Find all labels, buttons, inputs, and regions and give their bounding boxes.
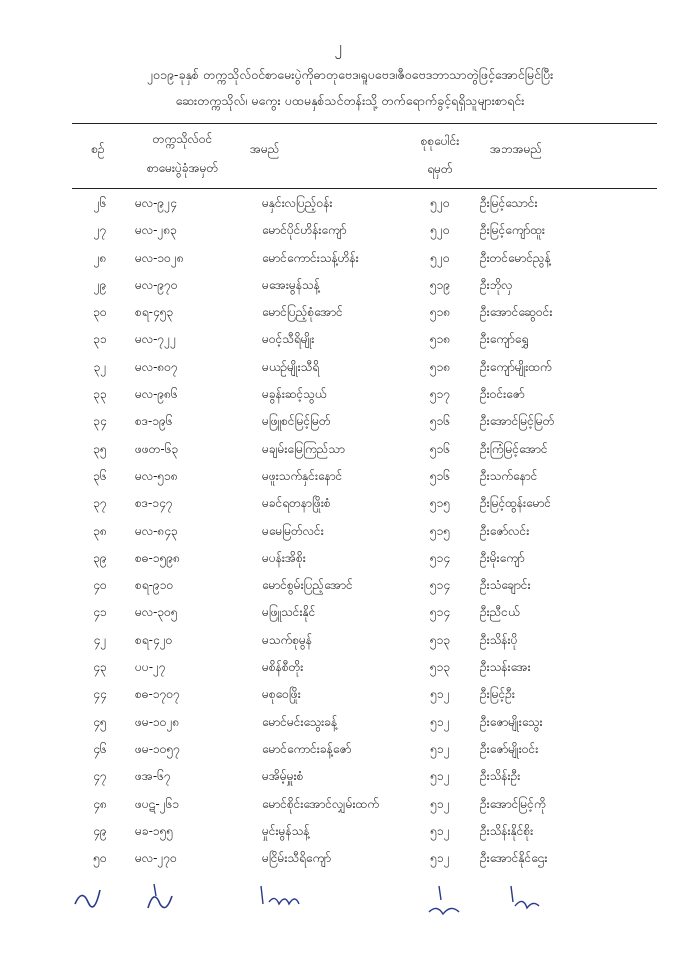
cell-roll-number: မလ-၁၀၂၈ — [135, 250, 184, 265]
signature-mark — [505, 882, 545, 914]
cell-father-name: ဦးဇော်မျိုးဝင်း — [480, 741, 539, 756]
cell-father-name: ဦးမြင့်ကျော်ထူး — [480, 223, 545, 238]
cell-total-score: ၅၁၃ — [429, 632, 451, 647]
table-row — [0, 709, 676, 736]
cell-serial-no: ၄၈ — [93, 796, 107, 811]
cell-total-score: ၅၁၈ — [429, 332, 451, 347]
table-row — [0, 190, 676, 217]
signature-row — [0, 882, 676, 922]
cell-total-score: ၅၁၂ — [430, 851, 450, 866]
signature-mark — [255, 882, 305, 912]
table-row — [0, 354, 676, 381]
cell-father-name: ဦးတင်မောင်ညွန့် — [480, 250, 551, 265]
cell-total-score: ၅၁၅ — [429, 496, 451, 511]
cell-roll-number: စဓ-၁၅၉၈ — [135, 550, 180, 565]
table-row — [0, 299, 676, 326]
cell-total-score: ၅၁၇ — [429, 387, 451, 402]
page-number: ၂ — [334, 38, 342, 56]
cell-father-name: ဦးမြင့်သောင်း — [480, 196, 538, 210]
cell-total-score: ၅၁၈ — [429, 359, 451, 374]
cell-father-name: ဦးကျော်မျိုးထက် — [480, 359, 552, 374]
cell-serial-no: ၃၄ — [93, 414, 107, 429]
header-score-line-1: စုစုပေါင်း — [420, 134, 460, 148]
cell-father-name: ဦးသက်နောင် — [480, 468, 538, 483]
cell-total-score: ၅၂၀ — [430, 196, 450, 210]
document-title-line-1: ၂၀၁၉-ခုနှစ် တက္ကသိုလ်ဝင်စာမေးပွဲကိုဓာတုဗေဒ၊ရူပဗေဒ၊ဇီဝဗေဒဘာသာတွဲဖြင့်အောင်မြင်ပြီး — [146, 67, 554, 82]
cell-name: မခင်ရတနာဖြိုးစံ — [262, 496, 331, 511]
cell-total-score: ၅၁၉ — [429, 277, 451, 292]
cell-roll-number: မလ-၉၈၆ — [135, 387, 178, 402]
cell-total-score: ၅၁၂ — [430, 769, 450, 784]
table-row — [0, 545, 676, 572]
table-row — [0, 763, 676, 790]
cell-total-score: ၅၁၆ — [429, 441, 451, 456]
cell-serial-no: ၄၁ — [93, 605, 107, 620]
cell-total-score: ၅၂၀ — [430, 250, 450, 265]
header-roll-number — [130, 125, 235, 183]
cell-father-name: ဦးကျော်ရွှေ — [480, 332, 529, 347]
cell-roll-number: စရ-၄၅၃ — [135, 305, 174, 320]
cell-serial-no: ၄၂ — [93, 632, 107, 647]
table-row — [0, 791, 676, 818]
header-score-line-2: ရမှတ် — [427, 162, 453, 176]
cell-roll-number: မလ-၉၂၄ — [135, 196, 177, 210]
header-father-name: အဘအမည် — [490, 142, 543, 156]
cell-name: မောင်ကောင်းသန့်ဟိန်း — [262, 250, 359, 265]
cell-roll-number: ဖမ-၁၀၅၇ — [135, 741, 181, 756]
cell-serial-no: ၃၆ — [93, 468, 107, 483]
table-row — [0, 436, 676, 463]
cell-total-score: ၅၁၄ — [429, 550, 451, 565]
cell-total-score: ၅၁၂ — [430, 823, 450, 838]
cell-serial-no: ၃၂ — [93, 359, 107, 374]
cell-name: မယဉ်မျိုးသီရိ — [262, 359, 320, 374]
cell-father-name: ဦးမြင့်ထွန်းမောင် — [480, 496, 552, 511]
cell-name: မငြိမ်းသီရိကျော် — [262, 851, 332, 866]
cell-serial-no: ၂၈ — [93, 250, 107, 265]
cell-roll-number: မလ-၈၀၇ — [135, 359, 178, 374]
cell-father-name: ဦးသန်းအေး — [480, 660, 531, 675]
cell-total-score: ၅၂၀ — [430, 223, 450, 238]
document-title-line-2: ဆေးတက္ကသိုလ်၊ မကွေး ပထမနှစ်သင်တန်းသို့ တက်ရောက်ခွင့်ရရှိသူများစာရင်း — [175, 93, 525, 108]
table-row — [0, 681, 676, 708]
cell-total-score: ၅၁၂ — [430, 714, 450, 729]
cell-serial-no: ၃၇ — [93, 496, 107, 511]
header-total-score — [405, 127, 475, 183]
cell-father-name: ဦးဇောမျိုးသွေး — [480, 714, 543, 729]
cell-roll-number: ဖမ-၁၀၂၈ — [135, 714, 180, 729]
cell-name: မှုင်းမွန်သန့် — [262, 823, 310, 838]
cell-name: မောင်စိုင်းအောင်လျှမ်းထက် — [262, 796, 379, 811]
cell-roll-number: ပပ-၂၇ — [135, 660, 166, 675]
header-bottom-rule — [72, 188, 657, 189]
cell-total-score: ၅၁၄ — [429, 605, 451, 620]
cell-roll-number: မလ-၃၀၅ — [135, 605, 178, 620]
cell-roll-number: မလ-၅၁၈ — [135, 468, 178, 483]
cell-roll-number: စဒ-၁၄၇ — [135, 496, 173, 511]
cell-father-name: ဦးဝင်းဇော် — [480, 387, 525, 402]
cell-name: မခွန်းဆင့်သွယ် — [262, 387, 327, 402]
cell-father-name: ဦးသံချောင်း — [480, 578, 531, 593]
cell-roll-number: မလ-၈၄၃ — [135, 523, 178, 538]
table-row — [0, 408, 676, 435]
cell-serial-no: ၃၃ — [93, 387, 107, 402]
cell-total-score: ၅၁၂ — [430, 741, 450, 756]
cell-roll-number: ဖအ-၆၇ — [135, 769, 171, 784]
cell-total-score: ၅၁၂ — [430, 796, 450, 811]
cell-father-name: ဦးသိန်းပို — [480, 632, 518, 647]
cell-father-name: ဦးမြင့်ဦး — [480, 687, 515, 702]
cell-name: မဖြူစင်မြင့်မြတ် — [262, 414, 331, 429]
header-name: အမည် — [250, 142, 280, 156]
cell-serial-no: ၂၆ — [93, 196, 107, 210]
header-top-rule — [72, 123, 657, 124]
cell-father-name: ဦးအောင်နိုင်ဌေး — [480, 851, 548, 866]
cell-serial-no: ၄၄ — [93, 687, 107, 702]
table-row — [0, 245, 676, 272]
cell-serial-no: ၂၇ — [93, 223, 107, 238]
cell-total-score: ၅၁၈ — [429, 305, 451, 320]
cell-father-name: ဦးအောင်မြင့်မြတ် — [480, 414, 555, 429]
cell-father-name: ဦးသိန်းဦး — [480, 769, 521, 784]
cell-roll-number: စရ-၉၁၀ — [135, 578, 174, 593]
cell-name: မောင်ပြည့်စုံအောင် — [262, 305, 343, 320]
cell-father-name: ဦးဇော်လင်း — [480, 523, 530, 538]
cell-father-name: ဦးကြံမြင့်အောင် — [480, 441, 548, 456]
signature-mark — [70, 882, 110, 912]
cell-roll-number: စရ-၄၂၀ — [135, 632, 173, 647]
cell-serial-no: ၃၁ — [93, 332, 107, 347]
cell-father-name: ဦးအောင်မြင့်ကို — [480, 796, 546, 811]
signature-mark — [425, 882, 465, 920]
table-row — [0, 326, 676, 353]
cell-name: မဖြူသင်းနိုင် — [262, 605, 316, 620]
table-row — [0, 490, 676, 517]
cell-serial-no: ၄၆ — [93, 741, 107, 756]
cell-roll-number: မလ-၂၈၃ — [135, 223, 177, 238]
table-row — [0, 518, 676, 545]
cell-serial-no: ၄၅ — [93, 714, 107, 729]
cell-name: မပန်းအိစိုး — [262, 550, 306, 565]
cell-serial-no: ၅၀ — [93, 851, 107, 866]
cell-serial-no: ၃၉ — [93, 550, 107, 565]
header-roll-line-1: တက္ကသိုလ်ဝင် — [152, 132, 213, 146]
table-row — [0, 627, 676, 654]
cell-serial-no: ၄၉ — [93, 823, 107, 838]
table-row — [0, 463, 676, 490]
cell-roll-number: ဖပဋ-၂၆၁ — [135, 796, 180, 811]
cell-name: မဝင့်သီရိမျိုး — [262, 332, 315, 347]
cell-serial-no: ၃၅ — [93, 441, 107, 456]
cell-serial-no: ၂၉ — [93, 277, 107, 292]
cell-roll-number: မလ-၇၂၂ — [135, 332, 176, 347]
cell-name: မနှင်းလပြည့်ဝန်း — [262, 196, 333, 210]
header-roll-line-2: စာမေးပွဲခုံအမှတ် — [146, 161, 219, 175]
cell-father-name: ဦးမိုးကျော် — [480, 550, 525, 565]
cell-total-score: ၅၁၆ — [429, 414, 451, 429]
cell-name: မောင်ကောင်းခန့်ဇော် — [262, 741, 352, 756]
table-row — [0, 381, 676, 408]
cell-father-name: ဦးဘိုလှ — [480, 277, 513, 292]
cell-name: မမေမြတ်လင်း — [262, 523, 324, 538]
cell-total-score: ၅၁၄ — [429, 578, 451, 593]
table-row — [0, 845, 676, 872]
table-row — [0, 818, 676, 845]
cell-name: မဖူးသက်နှင်းနောင် — [262, 468, 343, 483]
cell-serial-no: ၄၃ — [93, 660, 107, 675]
student-list — [0, 190, 676, 872]
cell-serial-no: ၄၇ — [93, 769, 107, 784]
header-serial-no: စဉ် — [91, 142, 105, 156]
cell-name: မစိန်စီတိုး — [262, 660, 304, 675]
cell-serial-no: ၄၀ — [93, 578, 107, 593]
cell-roll-number: ဖဖတ-၆၃ — [135, 441, 179, 456]
cell-total-score: ၅၁၆ — [429, 468, 451, 483]
cell-roll-number: စဓ-၁၇၀၇ — [135, 687, 180, 702]
cell-total-score: ၅၁၅ — [429, 523, 451, 538]
cell-name: မအေးမွန်သန့် — [262, 277, 320, 292]
table-row — [0, 217, 676, 244]
cell-father-name: ဦးသိန်းနိုင်စိုး — [480, 823, 534, 838]
table-row — [0, 736, 676, 763]
cell-serial-no: ၃၈ — [93, 523, 107, 538]
cell-serial-no: ၃၀ — [93, 305, 107, 320]
table-row — [0, 654, 676, 681]
cell-name: မောင်မင်းသွေးခန့် — [262, 714, 338, 729]
table-row — [0, 272, 676, 299]
cell-roll-number: မလ-၉၇၀ — [135, 277, 178, 292]
table-row — [0, 572, 676, 599]
cell-father-name: ဦးညီငယ် — [480, 605, 520, 620]
cell-name: မစုဝေဖြိုး — [262, 687, 301, 702]
signature-mark — [140, 878, 180, 916]
cell-total-score: ၅၁၂ — [430, 687, 450, 702]
cell-total-score: ၅၁၃ — [429, 660, 451, 675]
cell-roll-number: စဒ-၁၉၆ — [135, 414, 173, 429]
cell-name: မောင်စွမ်းပြည့်အောင် — [262, 578, 353, 593]
table-row — [0, 599, 676, 626]
cell-name: မချမ်းမြေကြည်သာ — [262, 441, 345, 456]
cell-roll-number: မလ-၂၇၀ — [135, 851, 177, 866]
cell-name: မသက်စုမွန် — [262, 632, 313, 647]
cell-roll-number: မခ-၁၅၅ — [135, 823, 174, 838]
cell-name: မောင်ပိုင်ဟိန်းကျော် — [262, 223, 347, 238]
cell-name: မအိမ့်မှူးစံ — [262, 769, 304, 784]
cell-father-name: ဦးအောင်ဆွေဝင်း — [480, 305, 553, 320]
